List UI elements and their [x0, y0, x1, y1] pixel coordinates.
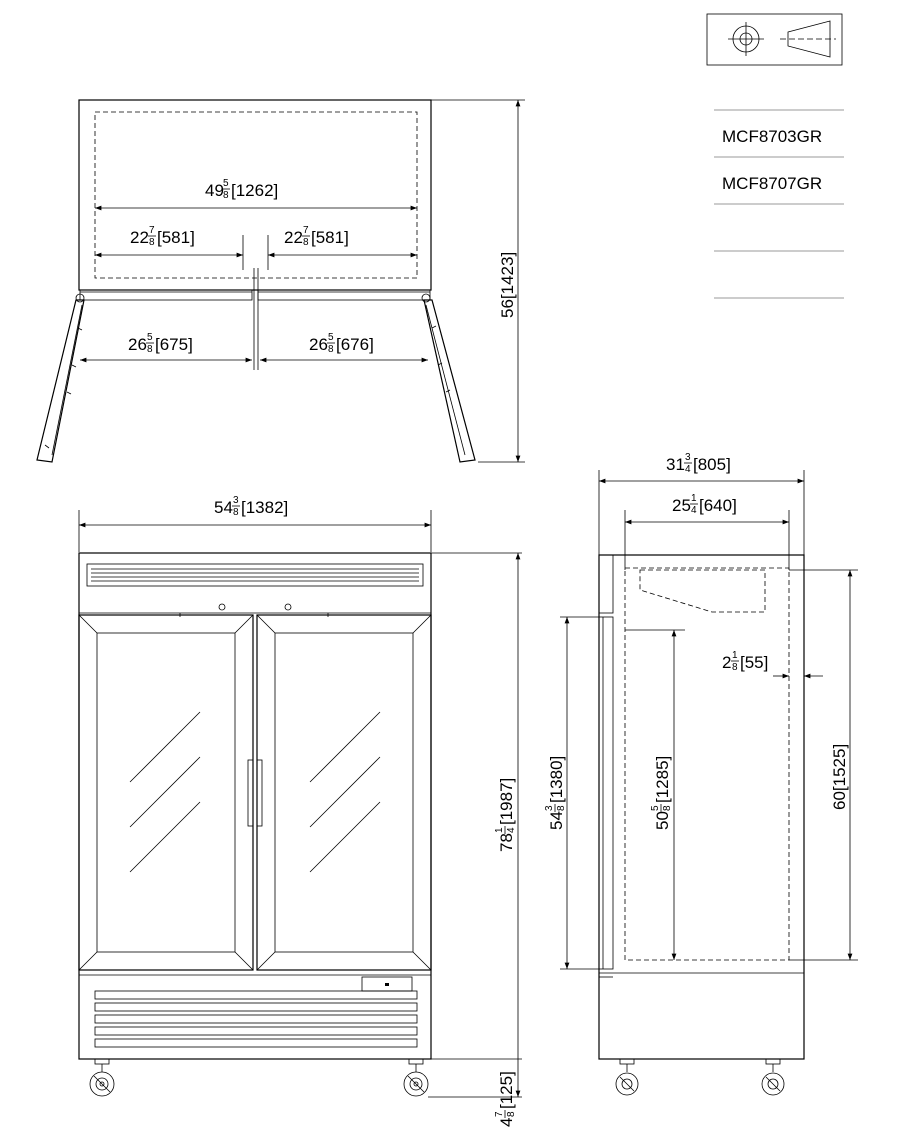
- svg-text:3: 3: [685, 452, 691, 463]
- svg-text:[1285]: [1285]: [653, 755, 672, 803]
- top-view: [37, 100, 525, 462]
- svg-text:7: 7: [494, 1111, 505, 1117]
- dim-inner-height: [650, 756, 673, 830]
- svg-text:[1382]: [1382]: [241, 498, 289, 517]
- svg-text:[1380]: [1380]: [547, 755, 566, 803]
- svg-text:78: 78: [497, 833, 516, 852]
- svg-text:22: 22: [284, 228, 303, 247]
- svg-text:5: 5: [147, 332, 153, 343]
- dim-caster-height: [494, 1071, 517, 1127]
- svg-text:50: 50: [653, 811, 672, 830]
- svg-text:8: 8: [662, 805, 673, 811]
- svg-text:[55]: [55]: [740, 653, 769, 672]
- dim-side-depth: [666, 452, 731, 475]
- dim-top-inner-width: [205, 178, 278, 201]
- svg-text:54: 54: [214, 498, 233, 517]
- svg-text:4: 4: [691, 505, 697, 516]
- svg-text:[125]: [125]: [497, 1071, 516, 1109]
- svg-text:1: 1: [494, 827, 505, 833]
- svg-text:26: 26: [128, 335, 147, 354]
- svg-text:54: 54: [547, 811, 566, 830]
- svg-text:8: 8: [328, 344, 334, 355]
- projection-symbol-icon: [707, 14, 842, 65]
- model-number: MCF8707GR: [722, 174, 823, 193]
- model-table: [714, 110, 844, 298]
- svg-text:8: 8: [149, 237, 155, 248]
- dim-front-height: [494, 778, 517, 852]
- svg-text:5: 5: [328, 332, 334, 343]
- svg-text:8: 8: [303, 237, 309, 248]
- svg-text:8: 8: [147, 344, 153, 355]
- svg-text:[675]: [675]: [155, 335, 193, 354]
- svg-text:2: 2: [722, 653, 732, 672]
- svg-text:4: 4: [506, 827, 517, 833]
- svg-text:8: 8: [233, 507, 239, 518]
- dim-side-inner-depth: [672, 493, 737, 516]
- svg-text:25: 25: [672, 496, 691, 515]
- svg-text:[640]: [640]: [699, 496, 737, 515]
- caster-icon: [90, 1059, 114, 1096]
- svg-text:49: 49: [205, 181, 224, 200]
- caster-icon: [762, 1059, 784, 1095]
- caster-icon: [616, 1059, 638, 1095]
- svg-text:8: 8: [506, 1111, 517, 1117]
- dim-door-height: [544, 756, 567, 830]
- svg-text:1: 1: [691, 493, 697, 504]
- dim-top-left-shelf: [130, 225, 195, 248]
- dim-top-right-door: [309, 332, 374, 355]
- side-view: [544, 452, 858, 1095]
- dim-top-right-shelf: [284, 225, 349, 248]
- svg-text:[1987]: [1987]: [497, 777, 516, 825]
- svg-text:[805]: [805]: [693, 455, 731, 474]
- svg-text:5: 5: [223, 178, 229, 189]
- model-number: MCF8703GR: [722, 127, 823, 146]
- svg-text:22: 22: [130, 228, 149, 247]
- svg-text:7: 7: [303, 225, 309, 236]
- dim-top-depth-open: 56[1423]: [498, 251, 517, 318]
- dim-side-back-gap: [722, 650, 768, 673]
- svg-text:8: 8: [556, 805, 567, 811]
- svg-text:8: 8: [732, 662, 738, 673]
- svg-text:31: 31: [666, 455, 685, 474]
- svg-text:26: 26: [309, 335, 328, 354]
- svg-text:[581]: [581]: [311, 228, 349, 247]
- svg-text:4: 4: [685, 464, 691, 475]
- svg-text:[581]: [581]: [157, 228, 195, 247]
- svg-text:1: 1: [732, 650, 738, 661]
- svg-text:3: 3: [544, 805, 555, 811]
- dim-front-width: [214, 495, 288, 518]
- svg-text:5: 5: [650, 805, 661, 811]
- svg-text:8: 8: [223, 190, 229, 201]
- svg-text:[676]: [676]: [336, 335, 374, 354]
- caster-icon: [404, 1059, 428, 1096]
- svg-text:4: 4: [497, 1117, 516, 1127]
- dim-top-left-door: [128, 332, 193, 355]
- svg-text:[1262]: [1262]: [231, 181, 279, 200]
- dim-cabinet-height: 60[1525]: [830, 743, 849, 810]
- svg-text:7: 7: [149, 225, 155, 236]
- front-view: [79, 495, 522, 1127]
- svg-text:3: 3: [233, 495, 239, 506]
